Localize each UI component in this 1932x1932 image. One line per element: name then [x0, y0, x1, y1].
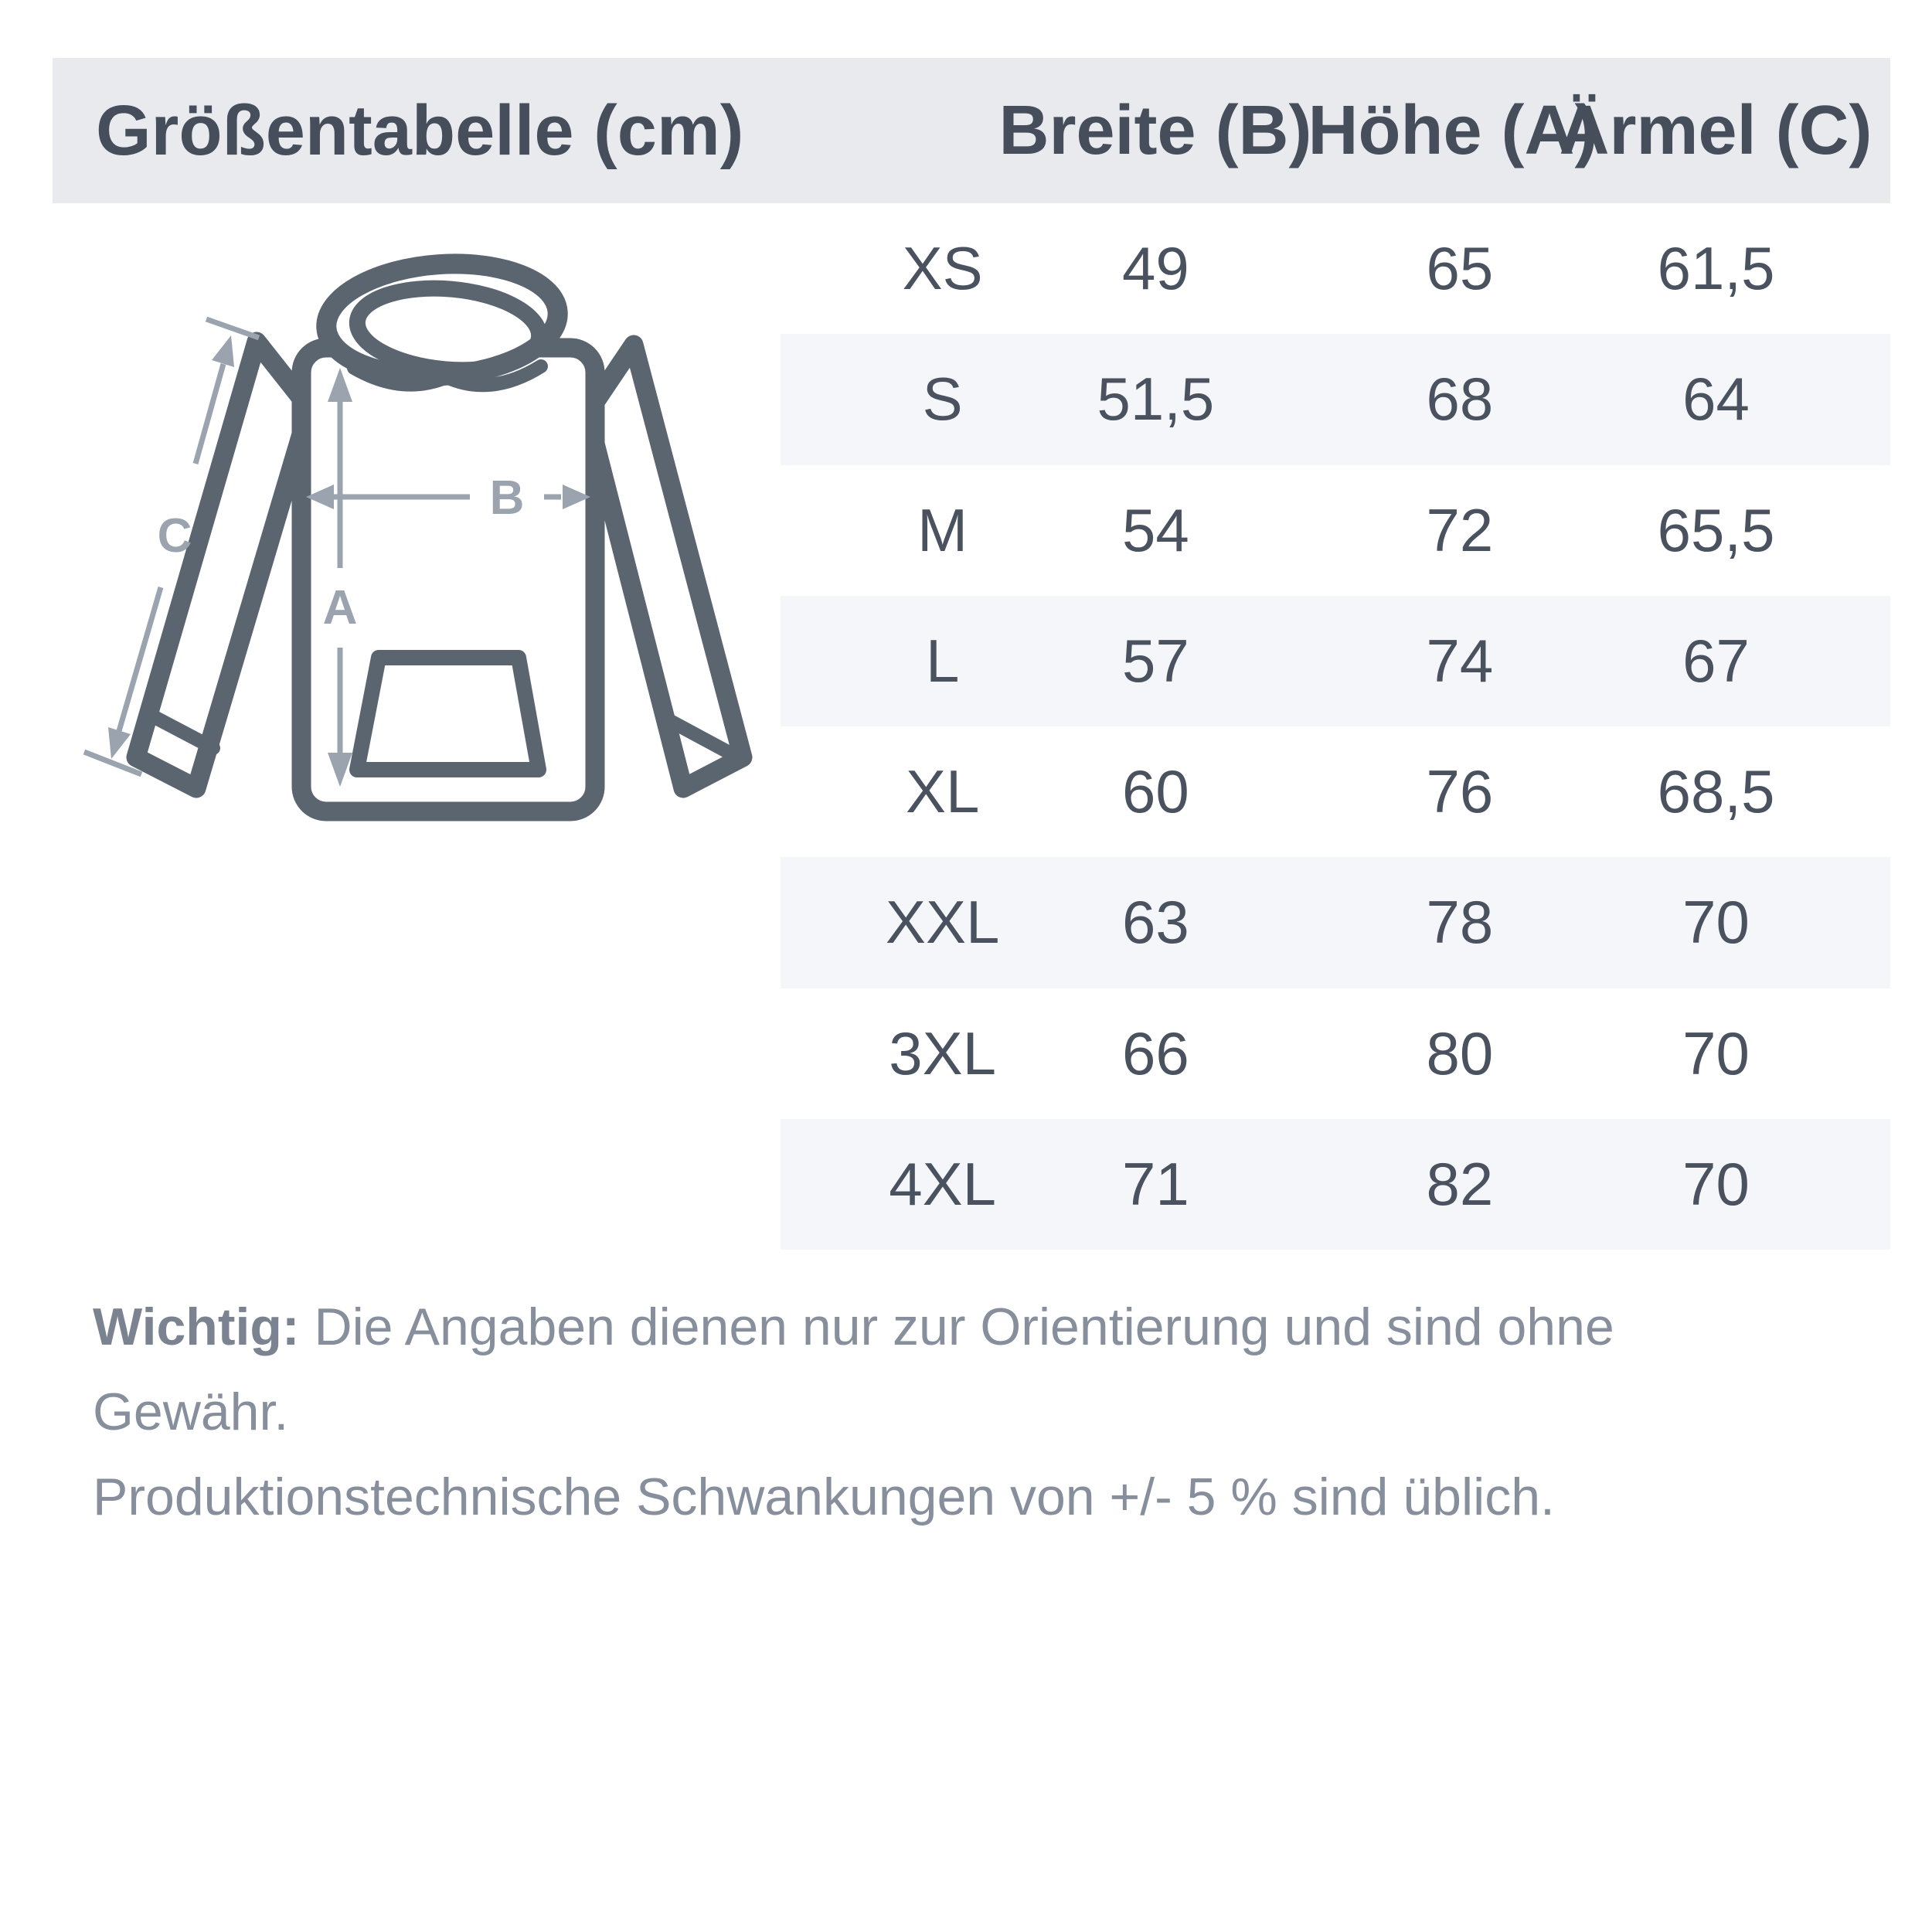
- size-label: 3XL: [889, 1019, 997, 1087]
- table-row-xs: [781, 203, 1890, 334]
- breite-value: 54: [1121, 495, 1189, 564]
- arrow-c-head-top: [212, 335, 234, 367]
- hoodie-pocket: [357, 658, 539, 770]
- hoehe-value: 72: [1426, 495, 1494, 564]
- dimension-label-a: A: [322, 581, 358, 634]
- table-row-3xl: [781, 988, 1890, 1119]
- hoehe-value: 80: [1426, 1019, 1494, 1087]
- breite-value: 66: [1121, 1019, 1189, 1087]
- hoehe-value: 76: [1426, 757, 1494, 826]
- breite-value: 63: [1121, 888, 1189, 957]
- size-label: 4XL: [889, 1150, 997, 1219]
- size-label: XL: [905, 757, 980, 826]
- table-row-m: [781, 465, 1890, 596]
- size-label: XXL: [885, 888, 1000, 957]
- aermel-value: 70: [1682, 888, 1750, 957]
- disclaimer-note: [93, 1284, 1777, 1539]
- header-band: [53, 58, 1890, 203]
- table-row-s: [781, 334, 1890, 464]
- aermel-value: 67: [1682, 626, 1750, 695]
- hoehe-value: 68: [1426, 365, 1494, 434]
- hoodie-diagram-svg: [46, 216, 819, 850]
- aermel-value: 61,5: [1657, 234, 1775, 302]
- table-row-l: [781, 596, 1890, 726]
- dimension-label-c: C: [157, 509, 192, 563]
- aermel-value: 64: [1682, 365, 1750, 434]
- disclaimer-line1: [93, 1298, 1614, 1441]
- table-row-xl: [781, 726, 1890, 857]
- hoodie-diagram: [46, 216, 819, 850]
- hoehe-value: 78: [1426, 888, 1494, 957]
- disclaimer-line2: Produktionstechnische Schwankungen von +/- 5 % sind üblich.: [93, 1468, 1555, 1526]
- column-header-hoehe: Höhe (A): [1308, 92, 1598, 169]
- table-row-4xl: [781, 1119, 1890, 1250]
- size-table: [781, 203, 1890, 1250]
- breite-value: 60: [1121, 757, 1189, 826]
- column-header-aermel: Ärmel (C): [1559, 92, 1872, 169]
- breite-value: 71: [1121, 1150, 1189, 1219]
- breite-value: 57: [1121, 626, 1189, 695]
- aermel-value: 70: [1682, 1150, 1750, 1219]
- size-label: XS: [902, 234, 983, 302]
- size-label: L: [925, 626, 960, 695]
- hoehe-value: 82: [1426, 1150, 1494, 1219]
- hoehe-value: 65: [1426, 234, 1494, 302]
- disclaimer-line1-rest: Die Angaben dienen nur zur Orientierung und sind ohne Gewähr.: [93, 1298, 1614, 1441]
- aermel-value: 70: [1682, 1019, 1750, 1087]
- table-row-xxl: [781, 857, 1890, 988]
- column-header-breite: Breite (B): [998, 92, 1312, 169]
- hoehe-value: 74: [1426, 626, 1494, 695]
- aermel-value: 65,5: [1657, 495, 1775, 564]
- page-title: Größentabelle (cm): [96, 91, 744, 170]
- size-label: S: [922, 365, 963, 434]
- breite-value: 51,5: [1097, 365, 1215, 434]
- aermel-value: 68,5: [1657, 757, 1775, 826]
- size-label: M: [917, 495, 968, 564]
- disclaimer-bold-prefix: Wichtig:: [93, 1298, 300, 1356]
- breite-value: 49: [1121, 234, 1189, 302]
- dimension-label-b: B: [489, 471, 525, 525]
